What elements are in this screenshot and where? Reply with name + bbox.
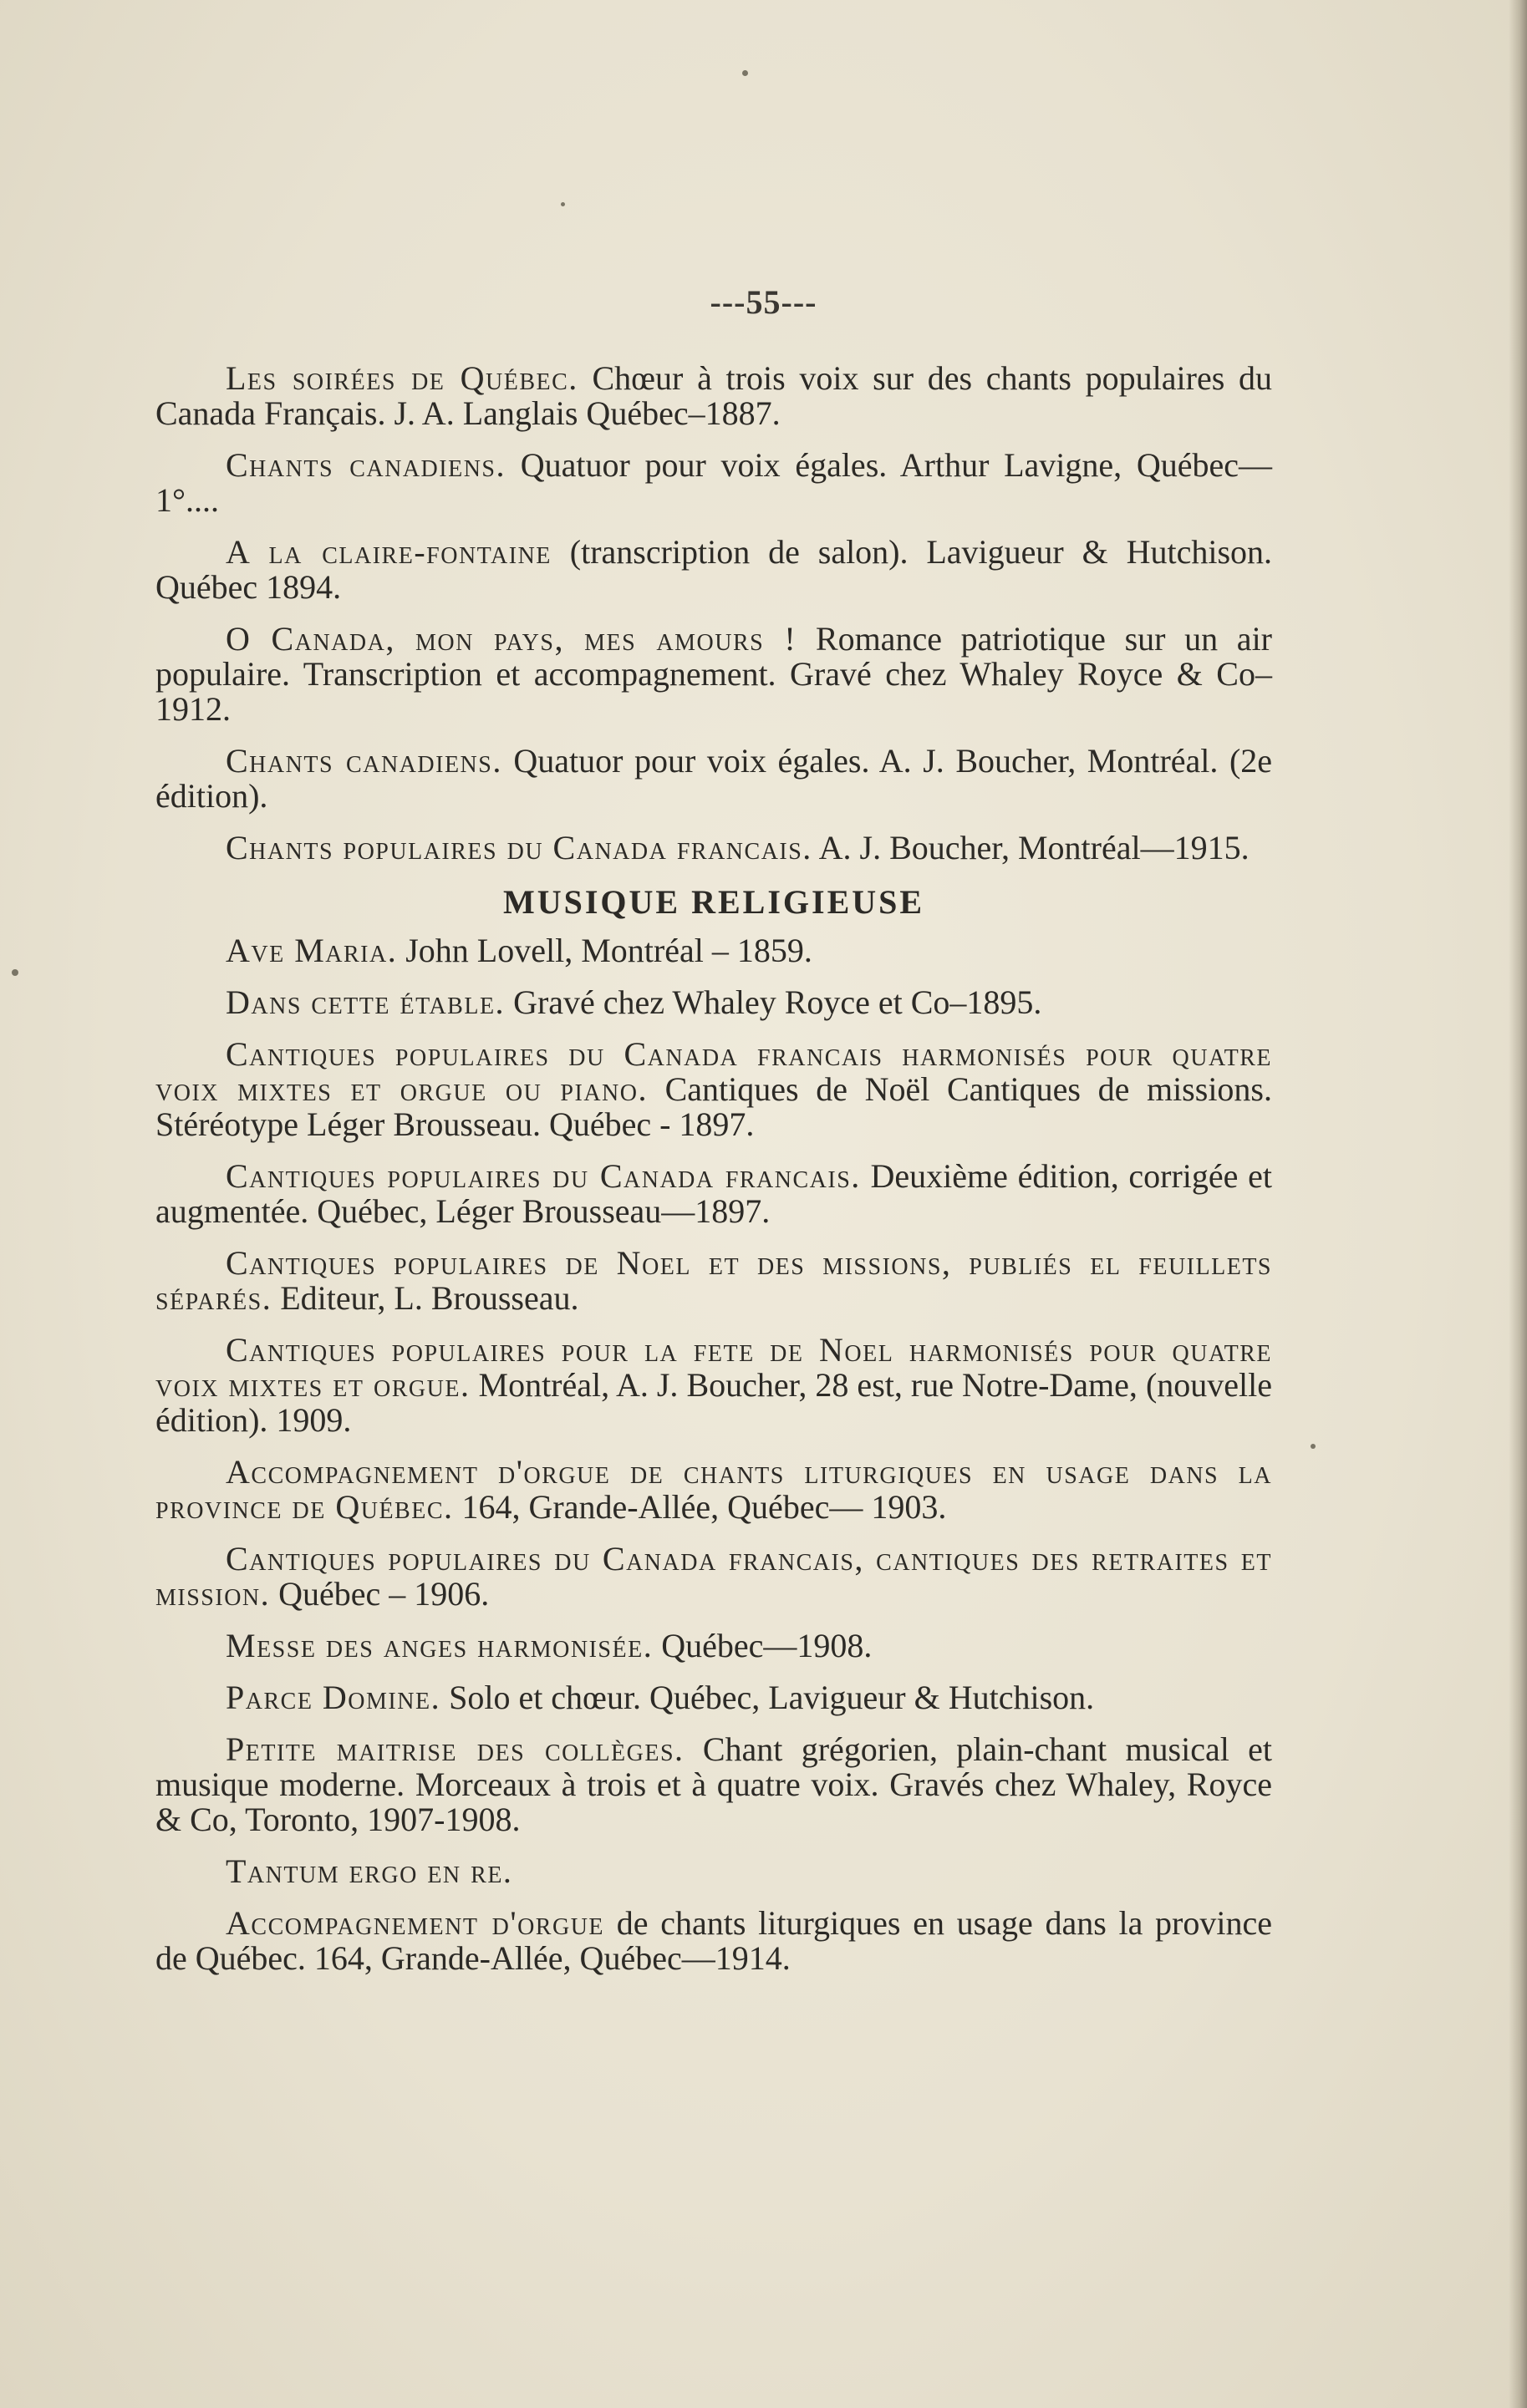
entry-text: 164, Grande-Allée, Québec— 1903. xyxy=(461,1488,947,1526)
entry-title: Accompagnement d'orgue de chants liturgiques en usage dans la province de Québec. xyxy=(155,1453,1272,1526)
entry-title: Tantum ergo en re. xyxy=(226,1852,513,1890)
bibliography-entry xyxy=(155,1680,1272,1715)
entry-text: Québec – 1906. xyxy=(278,1575,490,1613)
entry-title: Messe des anges harmonisée. xyxy=(226,1627,654,1664)
bibliography-entry xyxy=(155,1455,1272,1525)
bibliography-entry xyxy=(155,1854,1272,1889)
entry-title: Cantiques populaires pour la fete de Noel harmonisés pour quatre voix mixtes et orgue. xyxy=(155,1331,1272,1404)
entry-title: A la claire-fontaine xyxy=(226,533,552,571)
entry-title: Dans cette étable. xyxy=(226,983,506,1021)
bibliography-entry xyxy=(155,831,1272,866)
bibliography-entry xyxy=(155,1906,1272,1976)
bibliography-entry xyxy=(155,1159,1272,1229)
entry-title: Cantiques populaires de Noel et des missions, publiés el feuillets séparés. xyxy=(155,1244,1272,1317)
entry-text: Gravé chez Whaley Royce et Co–1895. xyxy=(513,983,1042,1021)
bibliography-entry xyxy=(155,1542,1272,1612)
entry-text: Montréal, A. J. Boucher, 28 est, rue Notre-Dame, (nouvelle édition). 1909. xyxy=(155,1366,1272,1439)
entry-title: O Canada, mon pays, mes amours ! xyxy=(226,620,797,658)
bibliography-list xyxy=(155,361,1272,1993)
entry-text: John Lovell, Montréal – 1859. xyxy=(405,932,812,969)
entry-title: Cantiques populaires du Canada francais, cantiques des retraites et mission. xyxy=(155,1540,1272,1613)
page-edge-shadow xyxy=(1509,0,1527,2408)
bibliography-entry xyxy=(155,744,1272,814)
entry-text: Chant grégorien, plain-chant musical et musique moderne. Morceaux à trois et à quatre voix. Gravés chez Whaley, Royce & Co, Toronto, 1907-1908. xyxy=(155,1730,1273,1838)
entry-title: Chants populaires du Canada francais. xyxy=(226,829,812,866)
section-heading: MUSIQUE RELIGIEUSE xyxy=(502,883,925,921)
entry-title: Les soirées de Québec. xyxy=(226,359,578,397)
bibliography-entry xyxy=(155,535,1272,605)
entry-title: Petite maitrise des collèges. xyxy=(226,1730,685,1768)
entry-text: Cantiques de Noël Cantiques de missions. Stéréotype Léger Brousseau. Québec - 1897. xyxy=(155,1070,1272,1143)
secular-entries xyxy=(155,361,1272,866)
entry-text: Solo et chœur. Québec, Lavigueur & Hutchison. xyxy=(449,1679,1095,1716)
entry-text: A. J. Boucher, Montréal—1915. xyxy=(818,829,1250,866)
bibliography-entry xyxy=(155,448,1272,518)
page-number: ---55--- xyxy=(710,283,817,321)
bibliography-entry xyxy=(155,985,1272,1020)
entry-text: Romance patriotique sur un air populaire. Transcription et accompagnement. Gravé chez Whaley Royce & Co–1912. xyxy=(155,620,1272,728)
entry-text: Quatuor pour voix égales. Arthur Lavigne, Québec—1°.... xyxy=(155,446,1272,519)
paper-speck xyxy=(742,70,748,76)
religious-entries xyxy=(155,933,1272,1976)
entry-title: Chants canadiens. xyxy=(226,742,502,780)
entry-text: Québec—1908. xyxy=(661,1627,873,1664)
bibliography-entry xyxy=(155,1628,1272,1664)
entry-title: Cantiques populaires du Canada francais harmonisés pour quatre voix mixtes et orgue ou piano. xyxy=(155,1035,1272,1108)
bibliography-entry xyxy=(155,622,1272,727)
entry-title: Ave Maria. xyxy=(226,932,398,969)
bibliography-entry xyxy=(155,1333,1272,1438)
paper-speck xyxy=(1311,1444,1316,1449)
entry-text: Editeur, L. Brousseau. xyxy=(280,1279,579,1317)
bibliography-entry xyxy=(155,933,1272,968)
entry-text: de chants liturgiques en usage dans la province de Québec. 164, Grande-Allée, Québec—1914. xyxy=(155,1904,1272,1977)
bibliography-entry xyxy=(155,1246,1272,1316)
bibliography-entry xyxy=(155,1732,1272,1837)
entry-text: Chœur à trois voix sur des chants populaires du Canada Français. J. A. Langlais Québec–1887. xyxy=(155,359,1272,432)
entry-text: Quatuor pour voix égales. A. J. Boucher, Montréal. (2e édition). xyxy=(155,742,1273,815)
entry-text: Deuxième édition, corrigée et augmentée. Québec, Léger Brousseau—1897. xyxy=(155,1157,1272,1230)
entry-title: Accompagnement d'orgue xyxy=(226,1904,605,1942)
entry-title: Chants canadiens. xyxy=(226,446,506,484)
entry-title: Parce Domine. xyxy=(226,1679,441,1716)
paper-speck xyxy=(561,202,565,206)
entry-title: Cantiques populaires du Canada francais. xyxy=(226,1157,861,1195)
entry-text: (transcription de salon). Lavigueur & Hutchison. Québec 1894. xyxy=(155,533,1273,606)
paper-speck xyxy=(12,969,18,976)
bibliography-entry xyxy=(155,1037,1272,1142)
bibliography-entry xyxy=(155,361,1272,431)
